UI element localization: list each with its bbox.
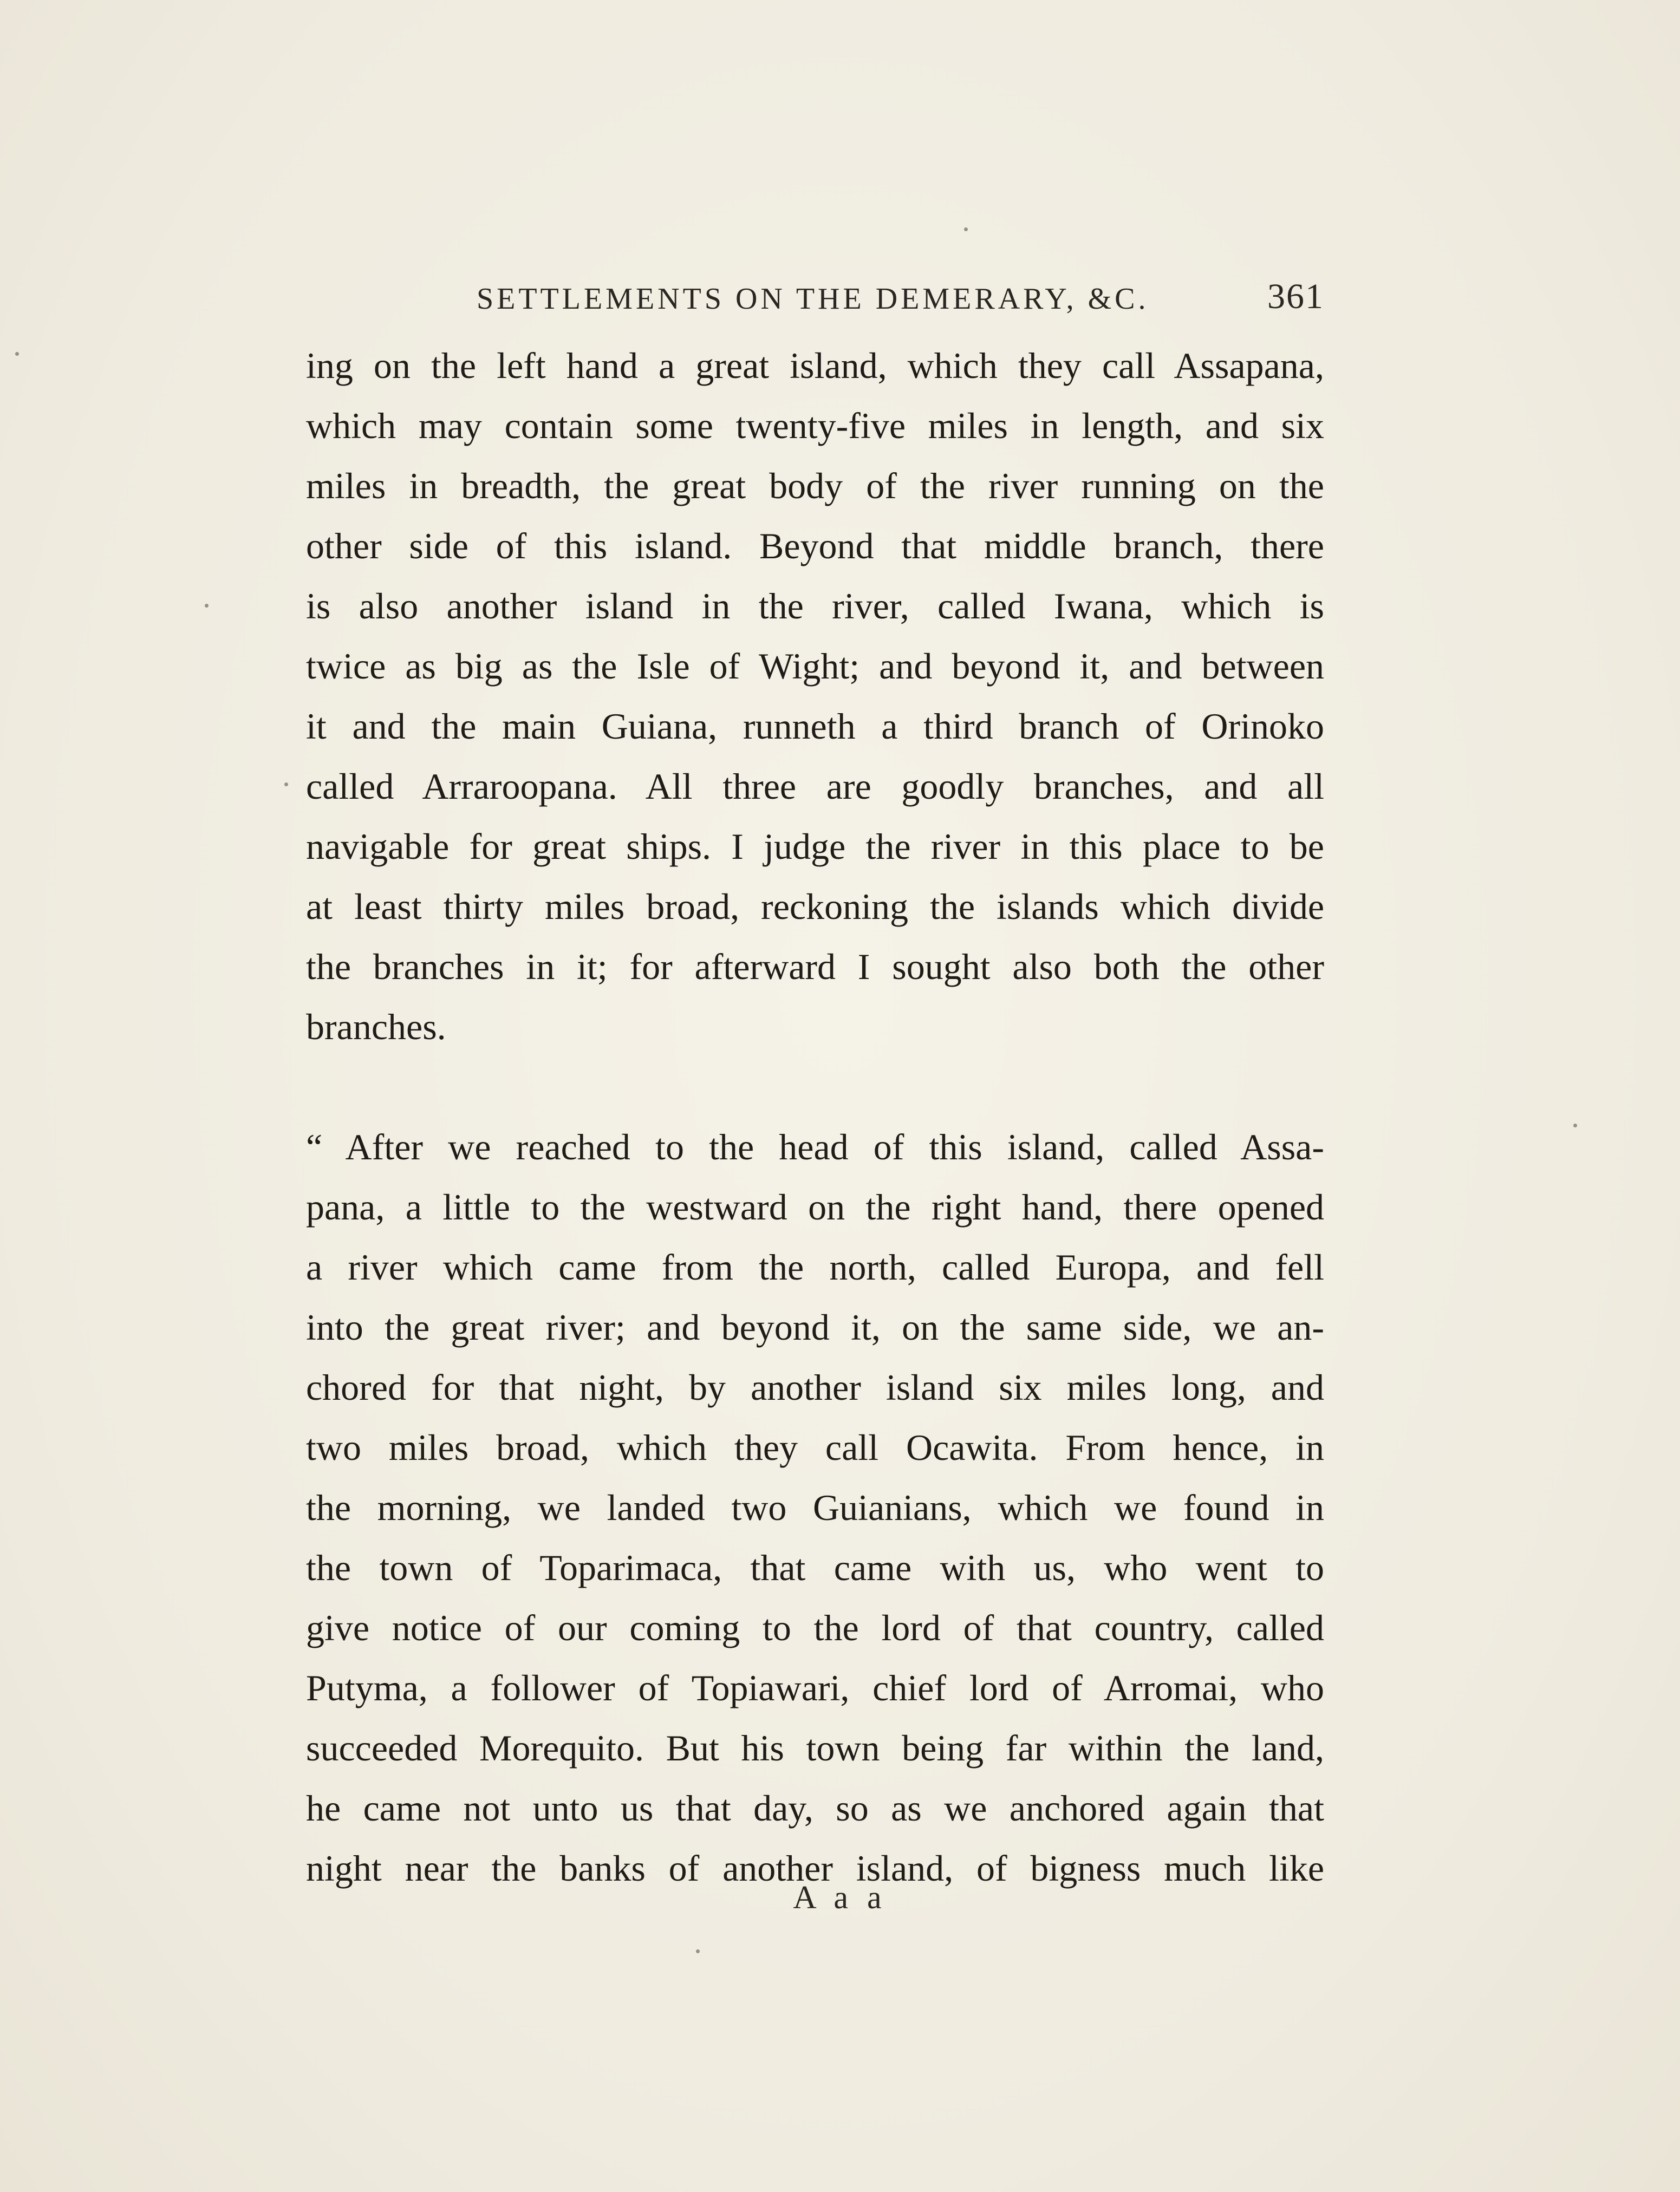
text-line: branches. [306,1006,446,1047]
ink-speck [696,1949,700,1953]
text-line: ing on the left hand a great island, which they call Assapana, [306,345,1324,386]
text-line: give notice of our coming to the lord of that country, called [306,1607,1324,1648]
ink-speck [964,227,968,231]
text-line: succeeded Morequito. But his town being far within the land, [306,1727,1324,1769]
text-line: he came not unto us that day, so as we anchored again that [306,1787,1324,1829]
text-line: chored for that night, by another island six miles long, and [306,1367,1324,1408]
text-line: Putyma, a follower of Topiawari, chief lord of Arromai, who [306,1667,1324,1708]
ink-speck [284,782,288,786]
text-line: “ After we reached to the head of this island, called Assa- [306,1126,1324,1167]
paragraph [306,336,1324,1057]
ink-speck [1573,1124,1577,1127]
text-line: called Arraroopana. All three are goodly branches, and all [306,766,1324,807]
text-line: is also another island in the river, called Iwana, which is [306,585,1324,627]
text-line: other side of this island. Beyond that middle branch, there [306,525,1324,566]
text-line: two miles broad, which they call Ocawita. From hence, in [306,1427,1324,1468]
text-line: at least thirty miles broad, reckoning the islands which divide [306,886,1324,927]
page-number: 361 [1267,277,1324,316]
running-head: SETTLEMENTS ON THE DEMERARY, &C. [477,282,1149,316]
text-line: navigable for great ships. I judge the river in this place to be [306,826,1324,867]
text-line: it and the main Guiana, runneth a third branch of Orinoko [306,706,1324,747]
text-line: a river which came from the north, called Europa, and fell [306,1247,1324,1288]
signature-mark: A a a [793,1880,887,1915]
text-line: the branches in it; for afterward I sought also both the other [306,946,1324,987]
text-line: twice as big as the Isle of Wight; and beyond it, and between [306,645,1324,687]
body-text [306,336,1324,1899]
text-line: into the great river; and beyond it, on the same side, we an- [306,1307,1324,1348]
text-line: which may contain some twenty-five miles in length, and six [306,405,1324,446]
page-header [306,276,1324,325]
paragraph [306,1117,1324,1899]
text-line: night near the banks of another island, of bigness much like [306,1848,1324,1889]
ink-speck [15,352,19,356]
text-line: pana, a little to the westward on the right hand, there opened [306,1186,1324,1228]
text-line: the town of Toparimaca, that came with us, who went to [306,1547,1324,1588]
ink-speck [205,604,209,608]
text-line: miles in breadth, the great body of the river running on the [306,465,1324,506]
text-line: the morning, we landed two Guianians, which we found in [306,1487,1324,1528]
